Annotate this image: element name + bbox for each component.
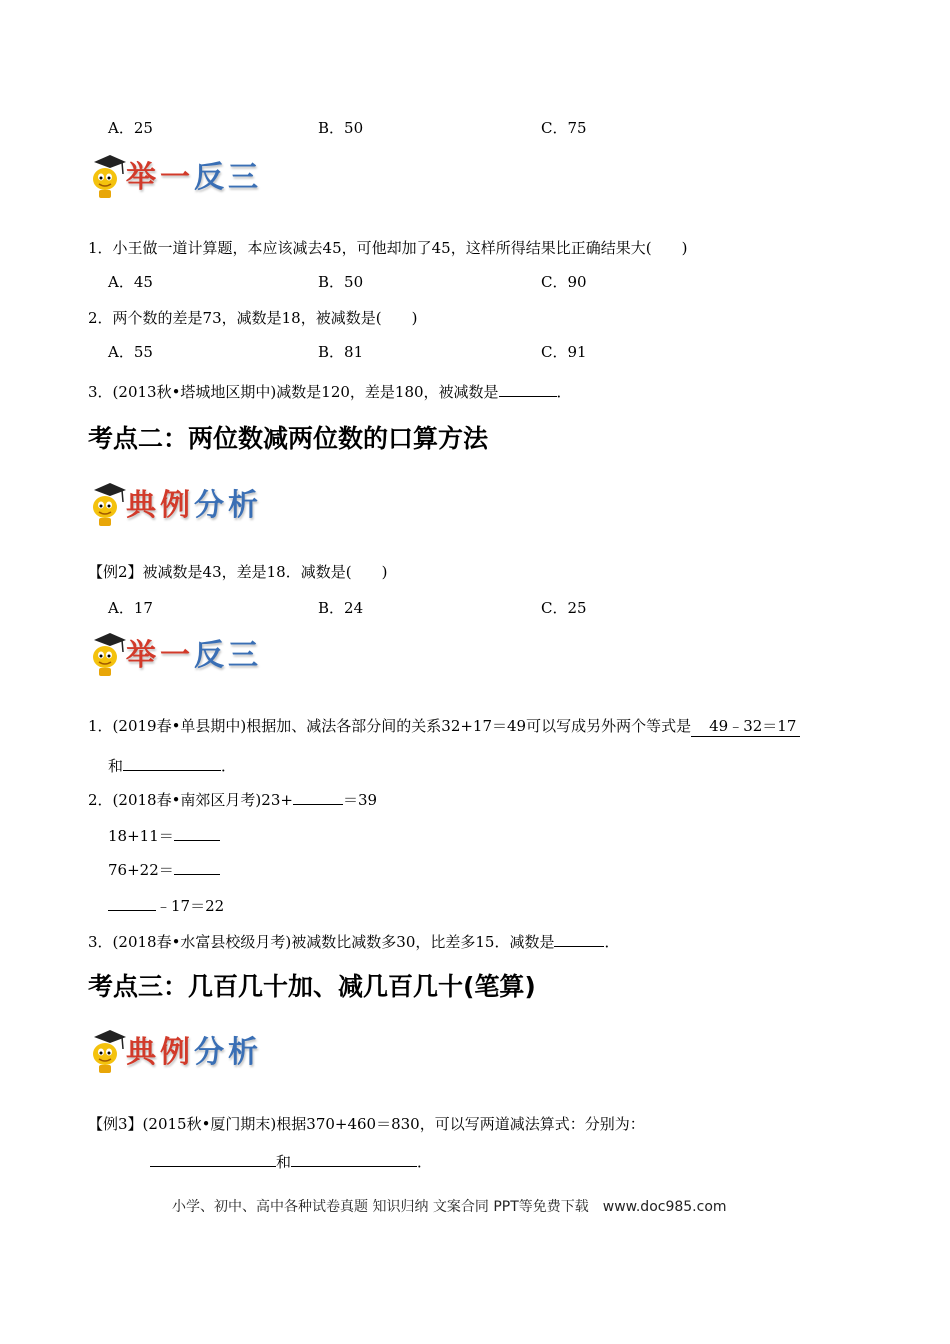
practice2-q2-line4: ﹣17＝22 — [108, 894, 224, 916]
example-banner-text: 典例分析 — [126, 1035, 262, 1070]
practice2-q2-line2: 18+11＝ — [108, 824, 220, 846]
example3-blanks: 和 ． — [150, 1150, 432, 1172]
practice1-q1-option-c: C．90 — [541, 273, 587, 291]
practice-banner — [88, 150, 268, 210]
mascot-icon — [88, 1027, 128, 1077]
answer-blank[interactable] — [174, 858, 220, 875]
section-heading-2: 考点二：两位数减两位数的口算方法 — [88, 424, 489, 453]
practice-banner — [88, 628, 268, 688]
answer-blank[interactable] — [554, 930, 604, 947]
example2-option-c: C．25 — [541, 599, 587, 617]
mascot-icon — [88, 480, 128, 530]
practice2-q1: 1．(2019春•单县期中)根据加、减法各部分间的关系32+17＝49可以写成另外两个等式是 49﹣32＝17 — [88, 716, 800, 737]
option-c: C．75 — [541, 119, 587, 137]
practice1-q1: 1．小王做一道计算题，本应该减去45，可他却加了45，这样所得结果比正确结果大( ) — [88, 239, 688, 257]
practice1-q2-option-c: C．91 — [541, 343, 587, 361]
footer-text: 小学、初中、高中各种试卷真题 知识归纳 文案合同 PPT等免费下载 www.doc985.com — [172, 1199, 727, 1215]
example2-option-b: B．24 — [318, 599, 364, 617]
practice1-q2-option-b: B．81 — [318, 343, 364, 361]
answer-blank[interactable] — [150, 1150, 276, 1167]
example2-option-a: A．17 — [108, 599, 153, 617]
answer-blank[interactable] — [108, 894, 156, 911]
answer-blank[interactable] — [499, 380, 557, 397]
example2-question: 【例2】被减数是43，差是18．减数是( ) — [88, 563, 388, 581]
example-banner — [88, 1025, 268, 1085]
practice2-q3: 3．(2018春•水富县校级月考)被减数比减数多30，比差多15．减数是 ． — [88, 930, 619, 952]
answer-blank[interactable] — [291, 1150, 417, 1167]
answer-blank[interactable] — [293, 788, 343, 805]
answer-blank[interactable] — [123, 754, 221, 771]
option-a: A．25 — [108, 119, 153, 137]
practice-banner-text: 举一反三 — [126, 160, 262, 195]
practice1-q1-option-a: A．45 — [108, 273, 153, 291]
practice1-q2-option-a: A．55 — [108, 343, 153, 361]
practice1-q2: 2．两个数的差是73，减数是18，被减数是( ) — [88, 309, 418, 327]
example-banner — [88, 478, 268, 538]
example3-question: 【例3】(2015秋•厦门期末)根据370+460＝830，可以写两道减法算式：分别为： — [88, 1115, 645, 1133]
section-heading-3: 考点三：几百几十加、减几百几十(笔算) — [88, 972, 536, 1001]
practice-banner-text: 举一反三 — [126, 638, 262, 673]
practice2-q2-line3: 76+22＝ — [108, 858, 220, 880]
mascot-icon — [88, 630, 128, 680]
practice1-q3: 3．(2013秋•塔城地区期中)减数是120，差是180，被减数是 ． — [88, 380, 572, 402]
mascot-icon — [88, 152, 128, 202]
option-b: B．50 — [318, 119, 364, 137]
filled-answer: 49﹣32＝17 — [691, 716, 800, 737]
answer-blank[interactable] — [174, 824, 220, 841]
practice1-q1-option-b: B．50 — [318, 273, 364, 291]
practice2-q1-line2: 和 ． — [108, 754, 236, 776]
practice2-q2: 2．(2018春•南郊区月考)23+ ＝39 — [88, 788, 377, 810]
example-banner-text: 典例分析 — [126, 488, 262, 523]
